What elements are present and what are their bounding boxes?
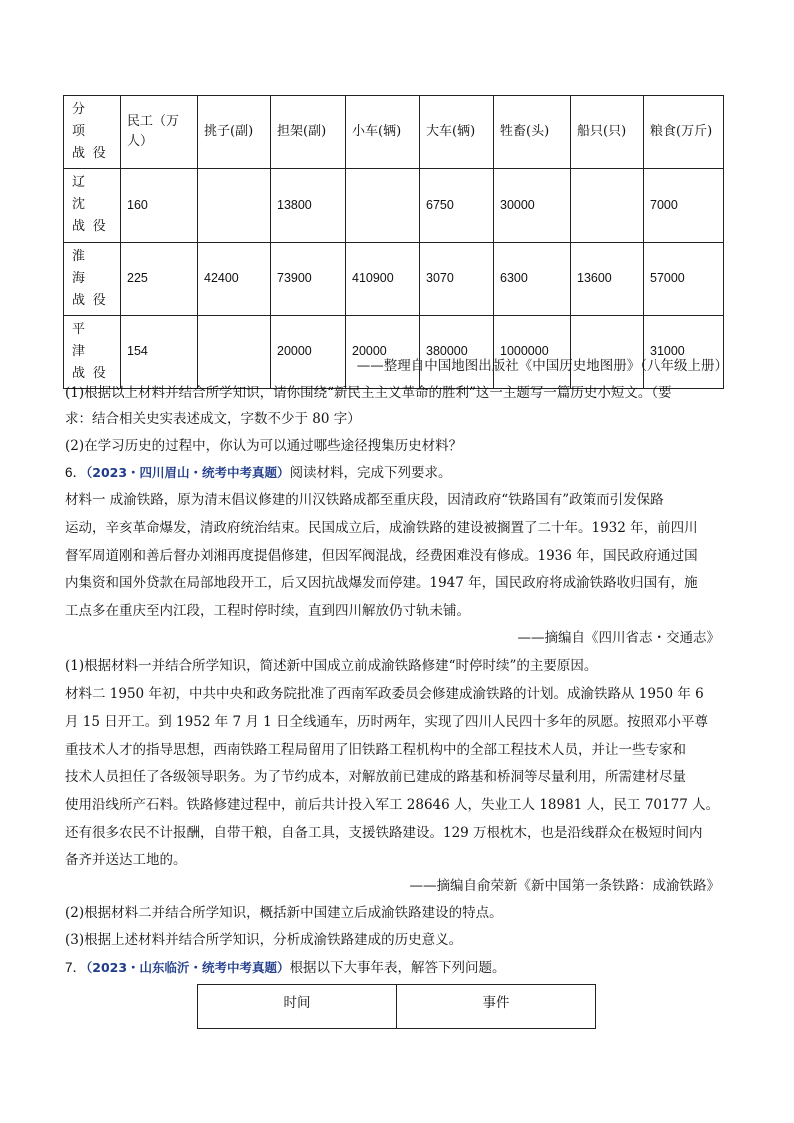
- q6-part3: (3)根据上述材料并结合所学知识，分析成渝铁路建成的历史意义。: [65, 932, 463, 948]
- battle-name: [64, 315, 121, 388]
- header-label: 民工（万 人）: [127, 114, 180, 150]
- table-cell: 42400: [198, 242, 271, 315]
- header-label: 担架(副): [277, 124, 327, 140]
- material1-line: 内集资和国外贷款在局部地段开工，后又因抗战爆发而停建。1947 年，国民政府将成渝铁路收归国有，施: [65, 575, 698, 591]
- question-number: 6．: [65, 465, 87, 480]
- q7-heading: [65, 961, 506, 976]
- table-cell: 6300: [494, 242, 571, 315]
- table-cell: 30000: [494, 169, 571, 242]
- header-cell-time: 时间: [198, 985, 397, 1029]
- battle-label: 淮 海 战役: [72, 248, 114, 308]
- header-label: 分 项 战役: [72, 102, 114, 162]
- table-cell: 1000000: [494, 315, 571, 388]
- table-cell: 20000: [346, 315, 420, 388]
- q6-part2: (2)根据材料二并结合所学知识，概括新中国建立后成渝铁路建设的特点。: [65, 905, 503, 921]
- material1-line: 运动，辛亥革命爆发，清政府统治结束。民国成立后，成渝铁路的建设被搁置了二十年。1932 年，前四川: [65, 520, 698, 536]
- material2-line: 月 15 日开工。到 1952 年 7 月 1 日全线通车，历时两年，实现了四川人民四十多年的夙愿。按照邓小平尊: [65, 714, 709, 730]
- material2-line: 材料二 1950 年初，中共中央和政务院批准了西南军政委员会修建成渝铁路的计划。成渝铁路从 1950 年 6: [65, 686, 704, 702]
- table-cell: 160: [121, 169, 198, 242]
- table-source: ——整理自中国地图出版社《中国历史地图册》（八年级上册）: [356, 358, 728, 374]
- header-cell: [121, 96, 198, 169]
- material1-line: 材料一 成渝铁路，原为清末倡议修建的川汉铁路成都至重庆段，因清政府“铁路国有”政策而引发保路: [65, 492, 664, 508]
- header-cell: [271, 96, 346, 169]
- table-cell: 3070: [420, 242, 494, 315]
- header-cell: [644, 96, 724, 169]
- header-cell: [346, 96, 420, 169]
- table-cell: 57000: [644, 242, 724, 315]
- table-cell: 13600: [571, 242, 644, 315]
- table-cell: [346, 169, 420, 242]
- table-row: [64, 169, 724, 242]
- header-cell: [198, 96, 271, 169]
- table-row: [64, 242, 724, 315]
- table-cell: 6750: [420, 169, 494, 242]
- events-table: [197, 984, 596, 1029]
- battle-name: [64, 169, 121, 242]
- table-cell: 7000: [644, 169, 724, 242]
- material2-source: ——摘编自俞荣新《新中国第一条铁路：成渝铁路》: [409, 878, 720, 894]
- table-cell: 154: [121, 315, 198, 388]
- q6-heading: [65, 466, 452, 481]
- q6-part1: (1)根据材料一并结合所学知识，简述新中国成立前成渝铁路修建“时停时续”的主要原因。: [65, 658, 598, 674]
- table-cell: 20000: [271, 315, 346, 388]
- table-cell: [571, 315, 644, 388]
- question-intro: 根据以下大事年表，解答下列问题。: [289, 960, 506, 976]
- table-header-row: [64, 96, 724, 169]
- material2-line: 使用沿线所产石料。铁路修建过程中，前后共计投入军工 28646 人，失业工人 18981 人，民工 70177 人。: [65, 797, 720, 813]
- battle-label: 辽 沈 战役: [72, 175, 114, 235]
- header-label: 小车(辆): [352, 124, 402, 140]
- q5-part1-line2: 求：结合相关史实表述成文，字数不少于 80 字）: [65, 411, 361, 427]
- battle-label: 平 津 战役: [72, 321, 114, 382]
- header-cell: [420, 96, 494, 169]
- support-table: [63, 95, 724, 389]
- table-cell: 380000: [420, 315, 494, 388]
- material1-source: ——摘编自《四川省志・交通志》: [517, 630, 720, 646]
- header-label: 牲畜(头): [500, 124, 550, 140]
- material2-line: 技术人员担任了各级领导职务。为了节约成本，对解放前已建成的路基和桥洞等尽量利用，所需建材尽量: [65, 769, 686, 785]
- header-label: 船只(只): [577, 124, 627, 140]
- q5-part1-line1: (1)根据以上材料并结合所学知识，请你围绕“新民主主义革命的胜利”这一主题写一篇历史小短文。（要: [65, 385, 672, 401]
- material2-line: 备齐并送达工地的。: [65, 852, 187, 868]
- source-tag: （2023・四川眉山・统考中考真题）: [86, 465, 290, 480]
- table-cell: [571, 169, 644, 242]
- table-cell: 13800: [271, 169, 346, 242]
- header-cell: [494, 96, 571, 169]
- material1-line: 工点多在重庆至内江段，工程时停时续，直到四川解放仍寸轨未铺。: [65, 603, 470, 619]
- table-cell: 410900: [346, 242, 420, 315]
- header-cell: [571, 96, 644, 169]
- material2-line: 重技术人才的指导思想，西南铁路工程局留用了旧铁路工程机构中的全部工程技术人员，并让一些专家和: [65, 742, 686, 758]
- table-cell: 31000: [644, 315, 724, 388]
- battle-name: [64, 242, 121, 315]
- source-tag: （2023・山东临沂・统考中考真题）: [86, 960, 290, 975]
- table-cell: 225: [121, 242, 198, 315]
- table-row: [64, 315, 724, 388]
- header-cell: [64, 96, 121, 169]
- table-header-row: [198, 985, 596, 1029]
- header-label: 挑子(副): [204, 124, 254, 140]
- material1-line: 督军周道刚和善后督办刘湘再度提倡修建，但因军阀混战，经费困难没有修成。1936 年，国民政府通过国: [65, 548, 698, 564]
- table-cell: [198, 315, 271, 388]
- question-number: 7．: [65, 960, 87, 975]
- question-intro: 阅读材料，完成下列要求。: [289, 465, 452, 481]
- table-cell: 73900: [271, 242, 346, 315]
- header-label: 粮食(万斤): [650, 124, 713, 140]
- table-cell: [198, 169, 271, 242]
- q5-part2: (2)在学习历史的过程中，你认为可以通过哪些途径搜集历史材料？: [65, 438, 463, 454]
- header-label: 大车(辆): [426, 124, 476, 140]
- header-cell-event: 事件: [397, 985, 596, 1029]
- material2-line: 还有很多农民不计报酬，自带干粮，自备工具，支援铁路建设。129 万根枕木，也是沿线群众在极短时间内: [65, 825, 703, 841]
